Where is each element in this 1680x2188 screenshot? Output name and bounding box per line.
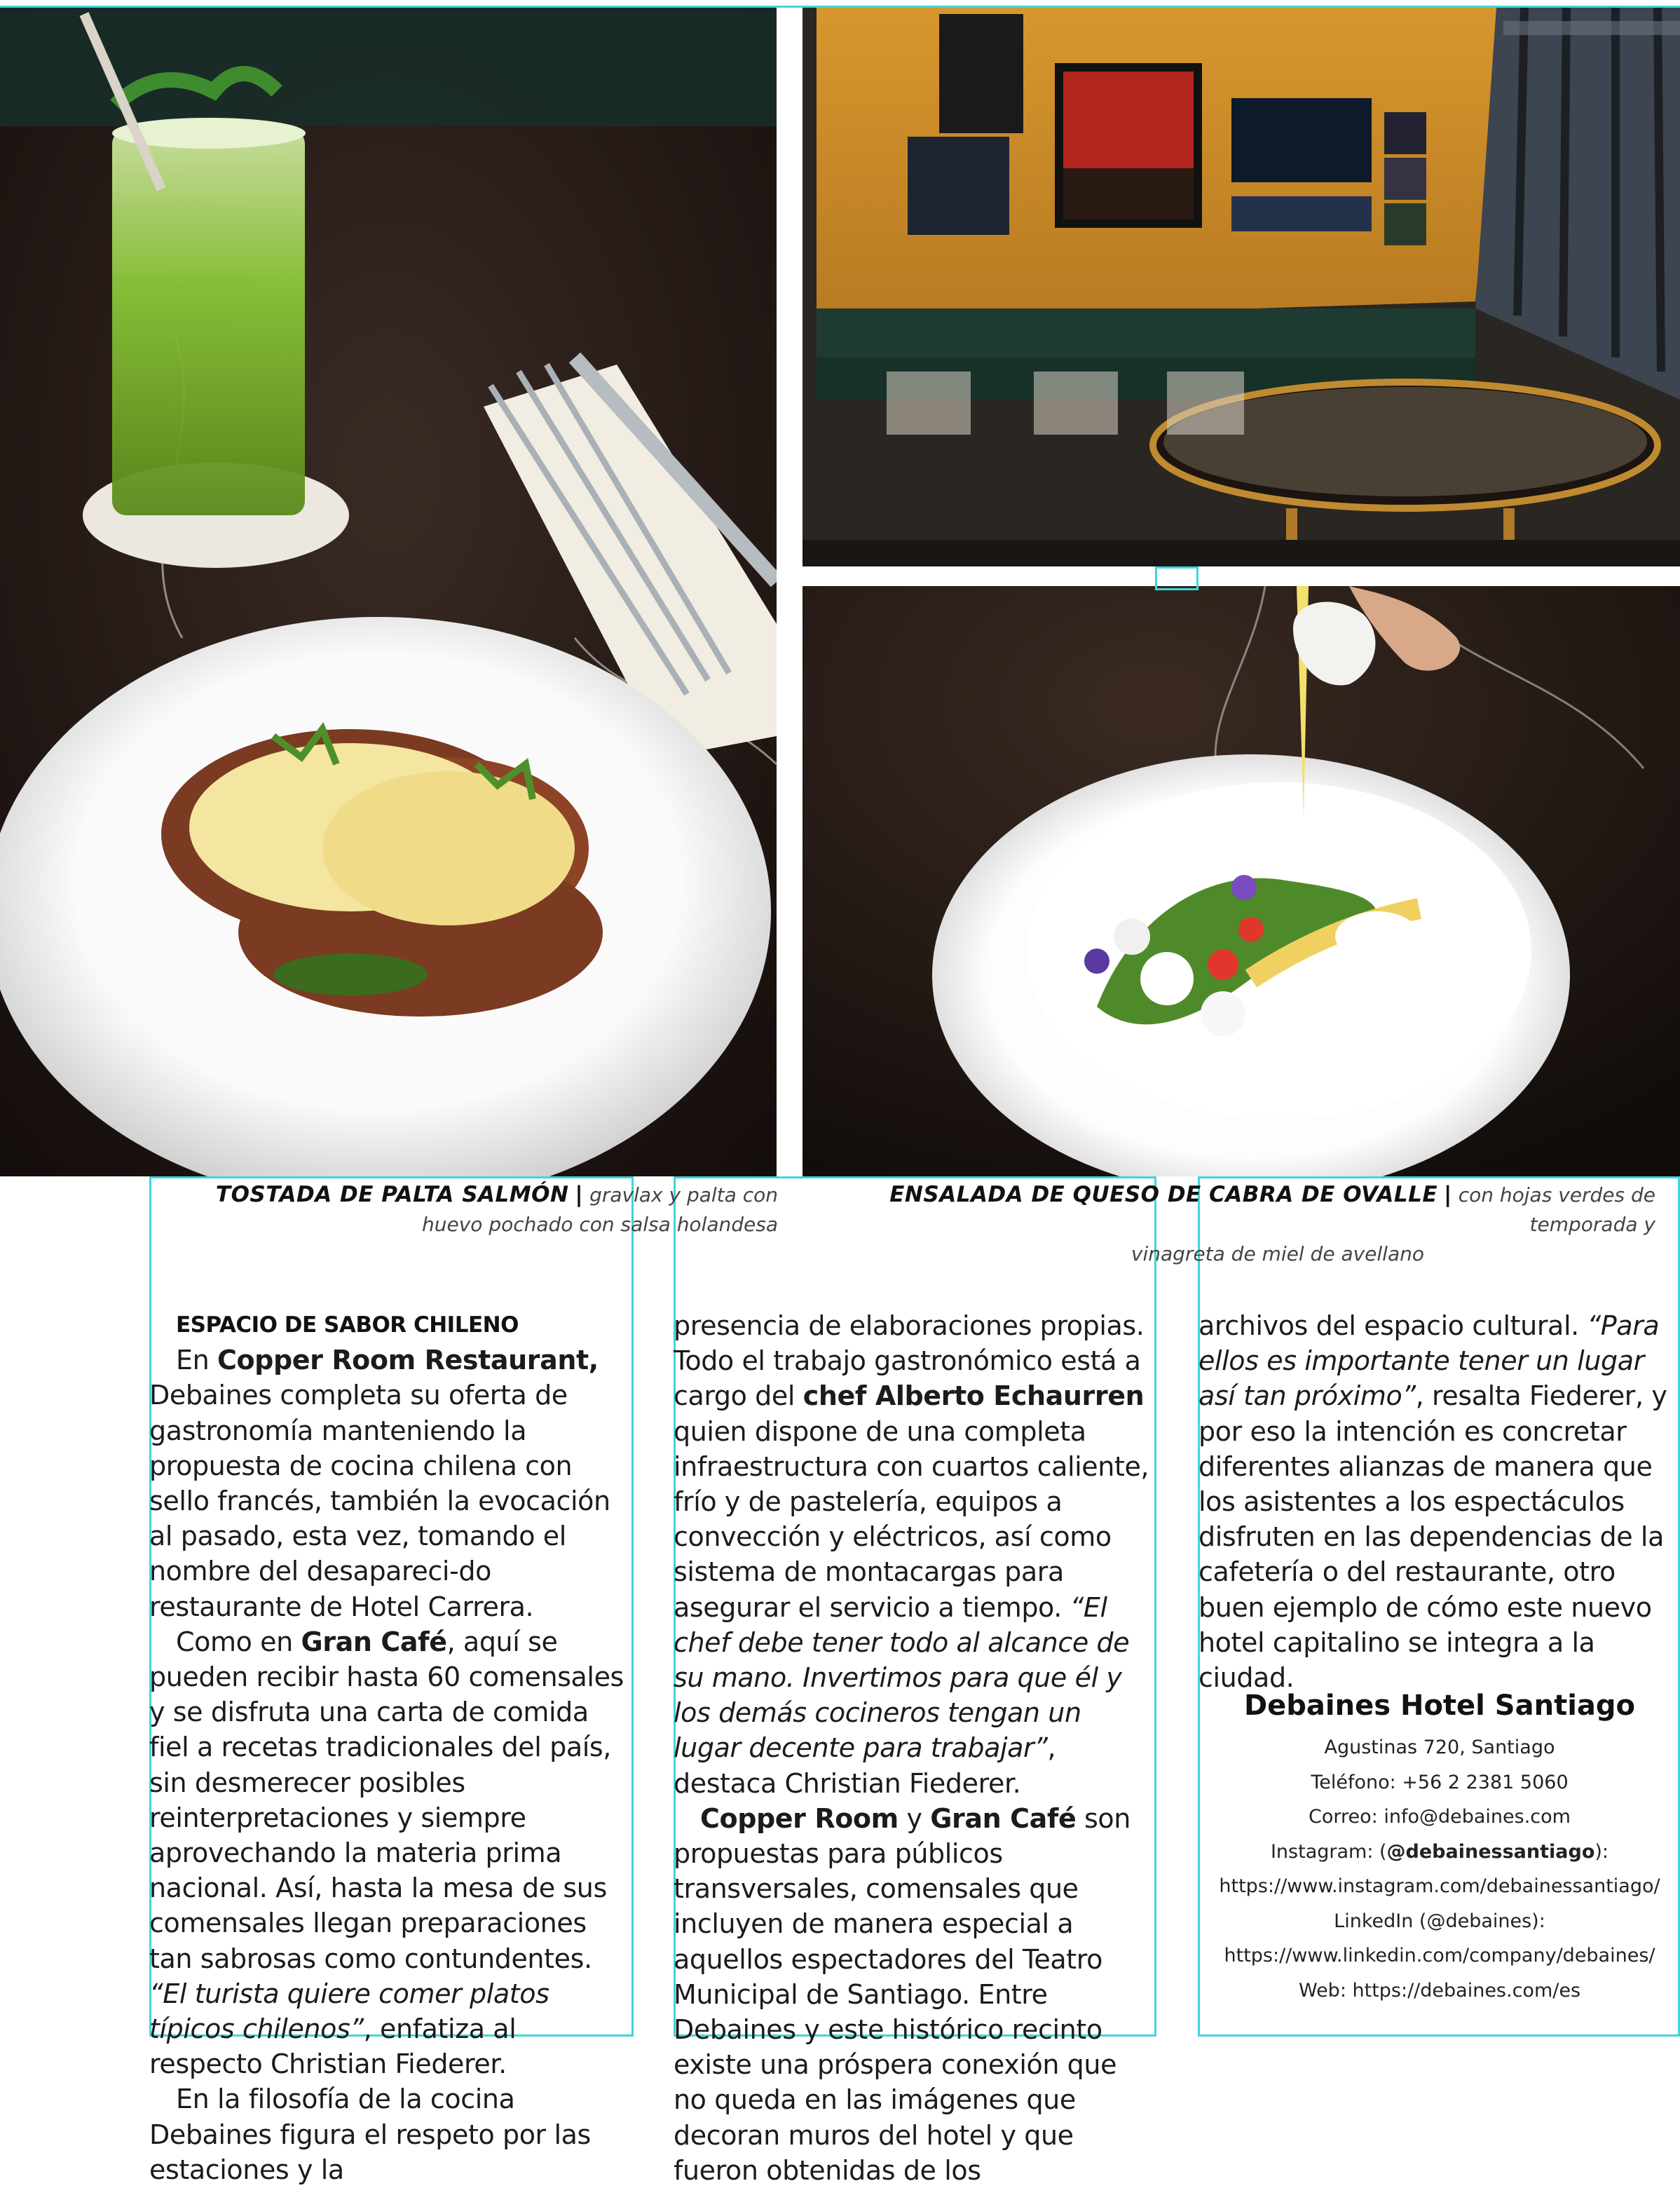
website-link[interactable]: Web: https://debaines.com/es bbox=[1298, 1979, 1581, 2002]
section-heading: ESPACIO DE SABOR CHILENO bbox=[176, 1312, 519, 1338]
hotel-name: Debaines Hotel Santiago bbox=[1243, 1690, 1636, 1722]
article-column-3 bbox=[1198, 1308, 1679, 1695]
paragraph: presencia de elaboraciones propias. Todo el trabajo gastronómico está a cargo del chef Alberto Echaurren quien dispone de una completa infraestructura con cuartos caliente, frío y de pastelería, equipos a convección y eléctricos, así como sistema de montacargas para asegurar el servicio a tiempo. “El chef debe tener todo al alcance de su mano. Invertimos para que él y los demás cocineros tengan un lugar decente para trabajar”, destaca Christian Fiederer. bbox=[674, 1310, 1149, 1799]
linkedin-link[interactable]: https://www.linkedin.com/company/debaines/ bbox=[1224, 1945, 1655, 1966]
email: Correo: info@debaines.com bbox=[1309, 1806, 1571, 1828]
paragraph: archivos del espacio cultural. “Para ellos es importante tener un lugar así tan próximo”, resalta Fiederer, y por eso la intención es concretar diferentes alianzas de manera que los asistentes a los espectáculos disfruten en las dependencias de la cafetería o del restaurante, otro buen ejemplo de cómo este nuevo hotel capitalino se integra a la ciudad. bbox=[1198, 1310, 1667, 1694]
paragraph: Como en Gran Café, aquí se pueden recibir hasta 60 comensales y se disfruta una carta de comida fiel a recetas tradicionales del país, sin desmerecer posibles reinterpretaciones y siempre aprovechando la materia prima nacional. Así, hasta la mesa de sus comensales llegan preparaciones tan sabrosas como contundentes. “El turista quiere comer platos típicos chilenos”, enfatiza al respecto Christian Fiederer. bbox=[149, 1626, 624, 2080]
contact-info bbox=[1200, 1684, 1679, 2008]
article-column-1 bbox=[149, 1307, 632, 2187]
guide-mid-box bbox=[1155, 566, 1198, 590]
photo-restaurant-interior bbox=[803, 7, 1680, 566]
address: Agustinas 720, Santiago bbox=[1324, 1737, 1555, 1758]
instagram-link[interactable]: https://www.instagram.com/debainessantiago/ bbox=[1219, 1875, 1660, 1897]
caption-salad-title: ENSALADA DE QUESO DE CABRA DE OVALLE bbox=[889, 1182, 1438, 1207]
paragraph: En la filosofía de la cocina Debaines figura el respeto por las estaciones y la bbox=[149, 2084, 591, 2185]
instagram-label: Instagram: (@debainessantiago): bbox=[1270, 1840, 1609, 1863]
paragraph: Copper Room y Gran Café son propuestas para públicos transversales, comensales que incluyen de manera especial a aquellos espectadores del Teatro Municipal de Santiago. Entre Debaines y este histórico recinto existe una próspera conexión que no queda en las imágenes que decoran muros del hotel y que fueron obtenidas de los bbox=[674, 1802, 1131, 2186]
caption-toast: TOSTADA DE PALTA SALMÓN | gravlax y palta con huevo pochado con salsa holandesa bbox=[215, 1182, 778, 1236]
photo-toast-salmon bbox=[0, 7, 777, 1176]
photo-goat-cheese-salad bbox=[803, 586, 1680, 1176]
caption-salad: ENSALADA DE QUESO DE CABRA DE OVALLE | con hojas verdes de temporada y vinagreta de miel de avellano bbox=[889, 1182, 1655, 1265]
article-column-2 bbox=[674, 1308, 1156, 2188]
paragraph: En Copper Room Restaurant, Debaines completa su oferta de gastronomía manteniendo la propuesta de cocina chilena con sello francés, también la evocación al pasado, esta vez, tomando el nombre del desapareci-do restaurante de Hotel Carrera. bbox=[149, 1345, 610, 1622]
linkedin-label: LinkedIn (@debaines): bbox=[1334, 1910, 1545, 1932]
phone: Teléfono: +56 2 2381 5060 bbox=[1311, 1771, 1569, 1793]
caption-toast-title: TOSTADA DE PALTA SALMÓN bbox=[215, 1182, 569, 1207]
guide-top bbox=[0, 6, 1680, 8]
